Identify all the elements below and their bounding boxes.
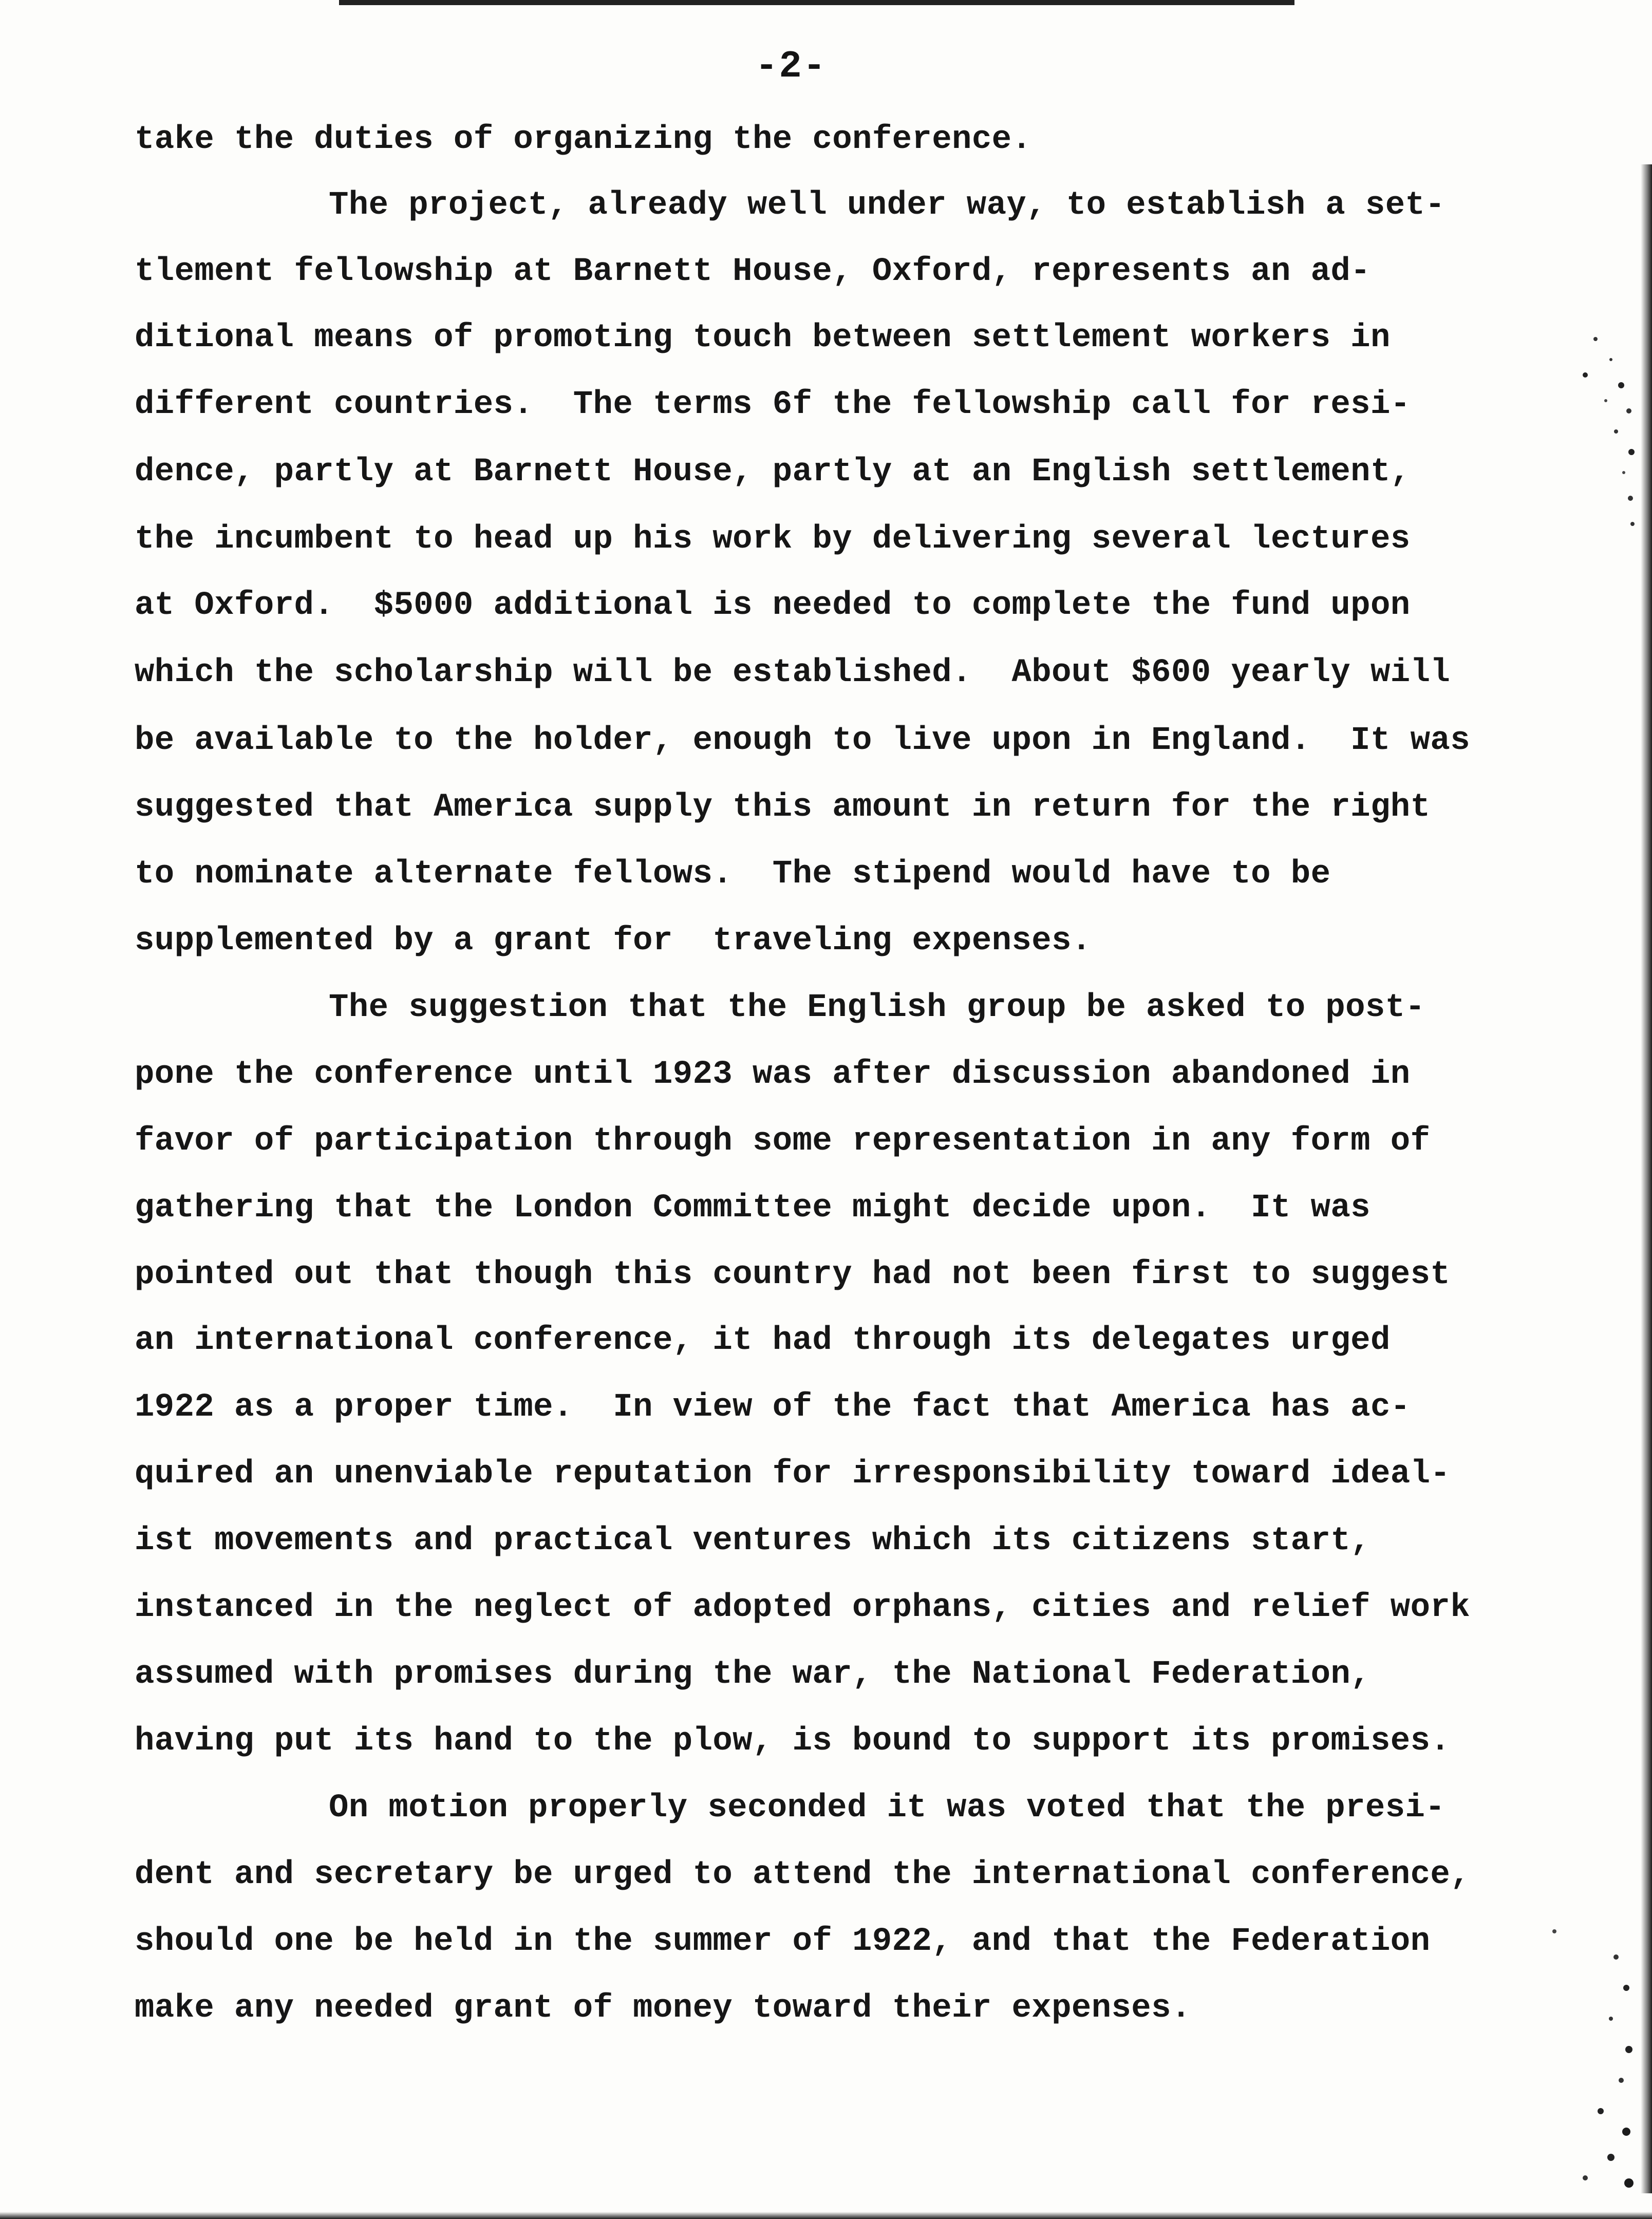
- text-line: take the duties of organizing the conference.: [135, 121, 1032, 158]
- text-line: ist movements and practical ventures which its citizens start,: [135, 1522, 1371, 1559]
- page-number: -2-: [755, 45, 827, 88]
- text-line: having put its hand to the plow, is bound to support its promises.: [135, 1723, 1451, 1760]
- text-line: quired an unenviable reputation for irresponsibility toward ideal-: [135, 1456, 1451, 1493]
- text-line: be available to the holder, enough to live upon in England. It was: [135, 722, 1471, 759]
- text-line: favor of participation through some representation in any form of: [135, 1123, 1431, 1160]
- text-line: to nominate alternate fellows. The stipend would have to be: [135, 856, 1331, 893]
- text-line: supplemented by a grant for traveling expenses.: [135, 923, 1092, 960]
- text-line: assumed with promises during the war, the National Federation,: [135, 1656, 1371, 1693]
- text-line: which the scholarship will be established. About $600 yearly will: [135, 654, 1451, 691]
- text-line: pone the conference until 1923 was after discussion abandoned in: [135, 1056, 1411, 1093]
- text-line: gathering that the London Committee might decide upon. It was: [135, 1190, 1371, 1227]
- text-line: pointed out that though this country had not been first to suggest: [135, 1256, 1451, 1293]
- scan-edge-bottom: [0, 2212, 1652, 2219]
- text-line: The project, already well under way, to establish a set-: [329, 187, 1446, 224]
- text-line: The suggestion that the English group be asked to post-: [329, 989, 1425, 1026]
- text-line: instanced in the neglect of adopted orphans, cities and relief work: [135, 1589, 1471, 1626]
- text-line: at Oxford. $5000 additional is needed to complete the fund upon: [135, 587, 1411, 624]
- text-line: different countries. The terms 6f the fellowship call for resi-: [135, 386, 1411, 423]
- text-line: tlement fellowship at Barnett House, Oxford, represents an ad-: [135, 253, 1371, 290]
- scan-edge-top: [339, 0, 1294, 5]
- text-line: 1922 as a proper time. In view of the fact that America has ac-: [135, 1389, 1411, 1426]
- text-line: dence, partly at Barnett House, partly at an English settlement,: [135, 454, 1411, 491]
- text-line: make any needed grant of money toward their expenses.: [135, 1990, 1191, 2027]
- scan-edge-right: [1641, 164, 1652, 2193]
- text-line: the incumbent to head up his work by delivering several lectures: [135, 521, 1411, 558]
- text-line: should one be held in the summer of 1922, and that the Federation: [135, 1923, 1431, 1960]
- text-line: an international conference, it had through its delegates urged: [135, 1322, 1391, 1359]
- scan-noise-right: [1534, 329, 1637, 544]
- text-line: dent and secretary be urged to attend the international conference,: [135, 1856, 1471, 1893]
- text-line: ditional means of promoting touch between settlement workers in: [135, 319, 1391, 356]
- scan-noise-bottom: [1524, 1911, 1637, 2198]
- text-line: suggested that America supply this amount in return for the right: [135, 789, 1431, 826]
- text-line: On motion properly seconded it was voted that the presi-: [329, 1790, 1446, 1827]
